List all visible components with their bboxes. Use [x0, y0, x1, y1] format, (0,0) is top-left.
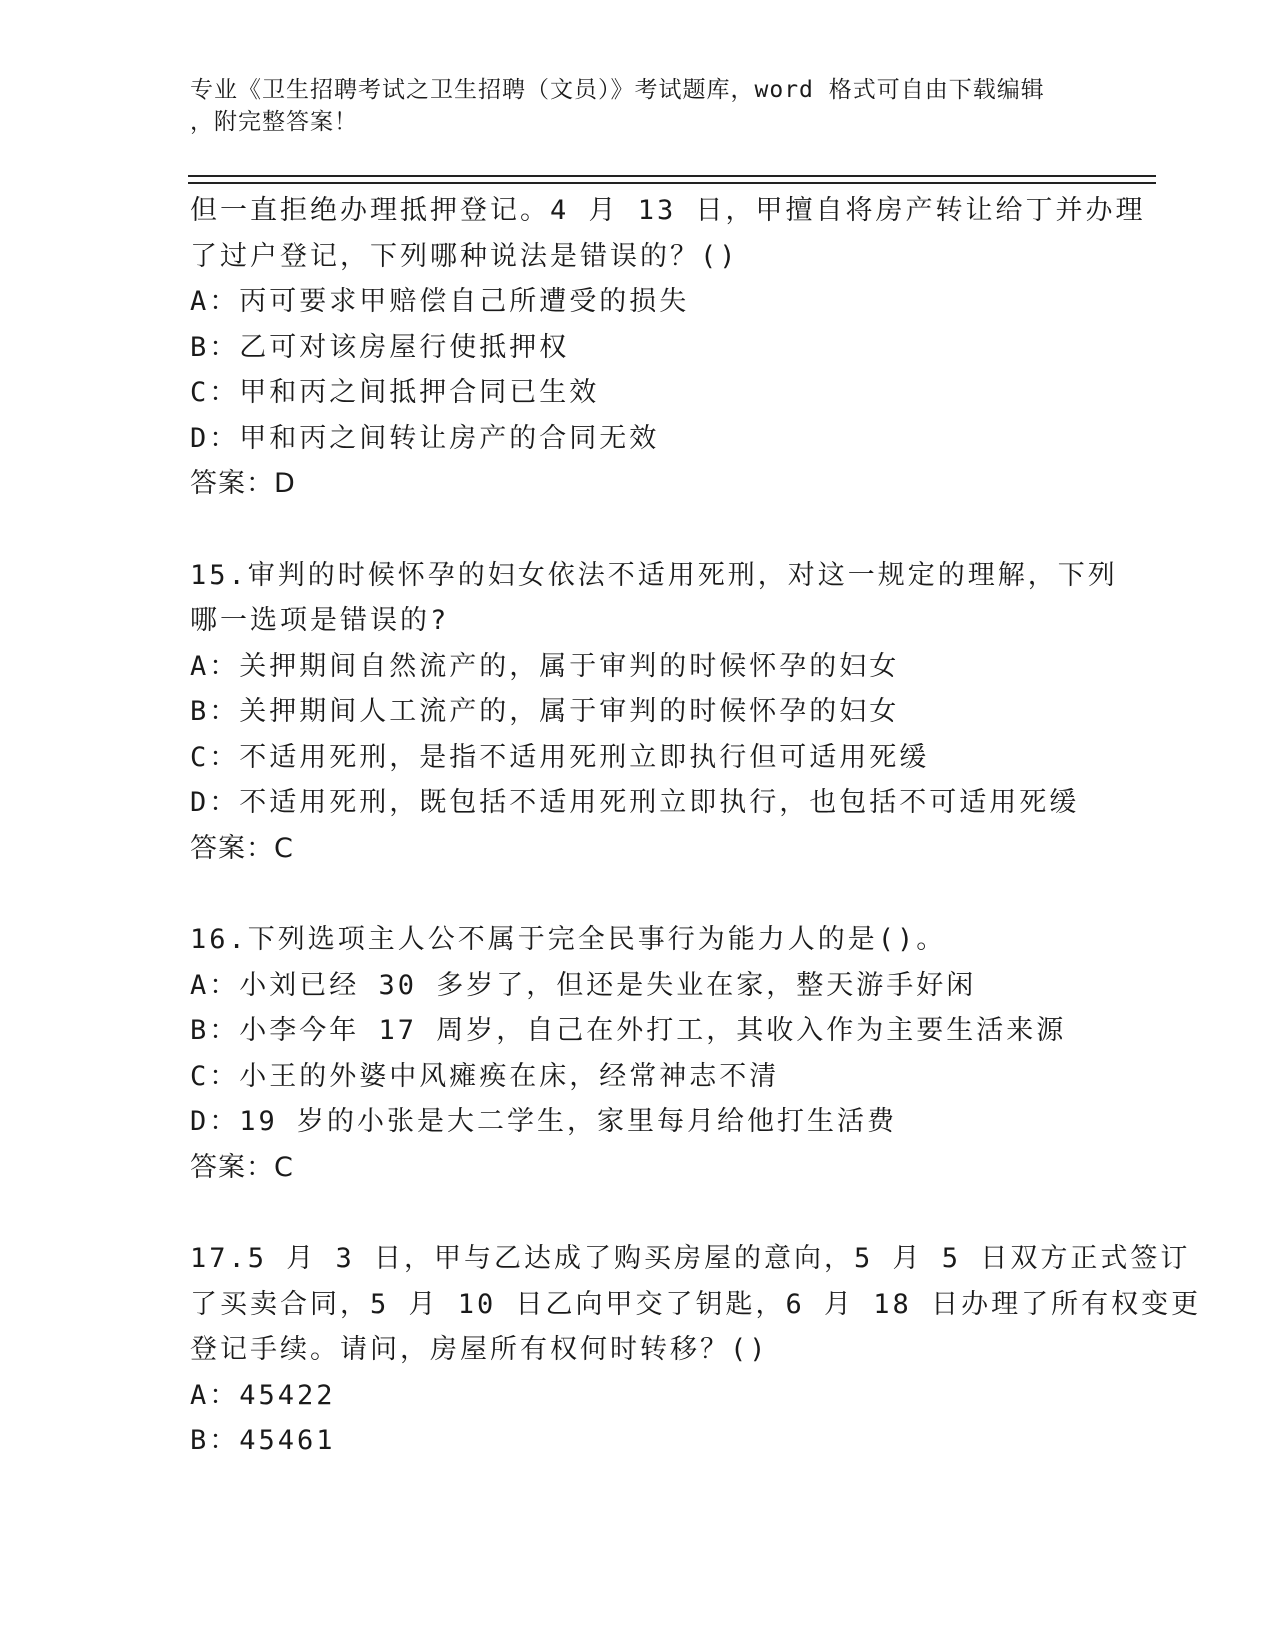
- header-divider-top: [188, 175, 1156, 177]
- spacer: [190, 871, 1090, 917]
- header-title-line-2: ，附完整答案！: [190, 109, 358, 135]
- question-text-line: 了买卖合同，5 月 10 日乙向甲交了钥匙，6 月 18 日办理了所有权变更: [190, 1288, 1202, 1320]
- header-divider-bottom: [188, 182, 1156, 184]
- option-c: C：甲和丙之间抵押合同已生效: [190, 377, 600, 408]
- option-b: B：关押期间人工流产的，属于审判的时候怀孕的妇女: [190, 696, 900, 727]
- option-d: D：不适用死刑，既包括不适用死刑立即执行，也包括不可适用死缓: [190, 787, 1080, 818]
- option-a: A：关押期间自然流产的，属于审判的时候怀孕的妇女: [190, 650, 900, 682]
- question-16: [190, 917, 1090, 1190]
- question-content: [190, 188, 1202, 1464]
- question-17: [190, 1236, 1202, 1464]
- header-title-line-1: 专业《卫生招聘考试之卫生招聘（文员）》考试题库，word 格式可自由下载编辑: [190, 77, 1045, 103]
- option-a: A：丙可要求甲赔偿自己所遭受的损失: [190, 286, 690, 317]
- spacer: [190, 1190, 1090, 1236]
- option-b: B：小李今年 17 周岁，自己在外打工，其收入作为主要生活来源: [190, 1015, 1067, 1046]
- option-d: D：甲和丙之间转让房产的合同无效: [190, 422, 660, 454]
- option-b: B：45461: [190, 1425, 336, 1456]
- option-a: A：45422: [190, 1379, 336, 1411]
- question-text-line: 15.审判的时候怀孕的妇女依法不适用死刑，对这一规定的理解，下列: [190, 559, 1118, 591]
- option-c: C：小王的外婆中风瘫痪在床，经常神志不清: [190, 1060, 780, 1092]
- option-b: B：乙可对该房屋行使抵押权: [190, 331, 570, 363]
- document-header: [190, 74, 1090, 138]
- question-text-line: 哪一选项是错误的?: [190, 605, 450, 636]
- option-c: C：不适用死刑，是指不适用死刑立即执行但可适用死缓: [190, 741, 930, 773]
- answer-line: 答案：D: [190, 468, 296, 499]
- question-text-line: 了过户登记，下列哪种说法是错误的？(): [190, 240, 739, 272]
- answer-line: 答案：C: [190, 832, 294, 864]
- question-text-line: 登记手续。请问，房屋所有权何时转移？(): [190, 1334, 769, 1365]
- question-text-line: 但一直拒绝办理抵押登记。4 月 13 日，甲擅自将房产转让给丁并办理: [190, 195, 1146, 226]
- question-14: [190, 188, 1146, 507]
- option-a: A：小刘已经 30 多岁了，但还是失业在家，整天游手好闲: [190, 969, 977, 1001]
- question-15: [190, 553, 1118, 872]
- question-text-line: 17.5 月 3 日，甲与乙达成了购买房屋的意向，5 月 5 日双方正式签订: [190, 1243, 1191, 1274]
- option-d: D：19 岁的小张是大二学生，家里每月给他打生活费: [190, 1106, 898, 1137]
- question-text-line: 16.下列选项主人公不属于完全民事行为能力人的是()。: [190, 924, 947, 955]
- spacer: [190, 507, 1090, 553]
- answer-line: 答案：C: [190, 1151, 294, 1183]
